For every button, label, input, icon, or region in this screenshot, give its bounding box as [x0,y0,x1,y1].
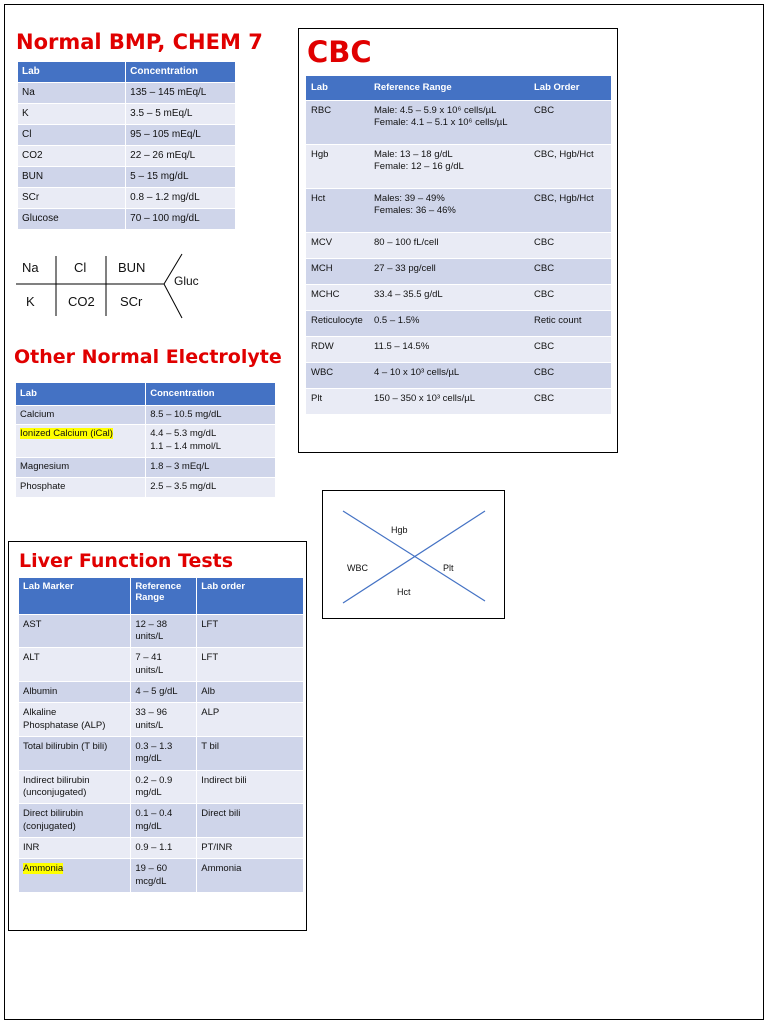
cell-text: 5 – 15 mg/dL [130,170,189,182]
table-cell [197,703,304,737]
cell-text: CBC, Hgb/Hct [534,192,594,204]
cross-hgb: Hgb [391,525,408,535]
cell-text: BUN [22,170,44,182]
table-row [19,614,304,648]
cell-text: ALT [23,652,40,664]
table-cell [131,703,197,737]
table-row [18,124,236,145]
cell-text: 135 – 145 mEq/L [130,86,207,98]
table-row [306,362,611,388]
table-row [19,837,304,858]
cbc-cross-diagram [322,490,505,619]
table-row [16,405,276,425]
table-cell [529,362,611,388]
table-row [19,770,304,804]
table-cell [529,258,611,284]
cell-text: Cl [22,128,32,140]
cell-text: MCH [311,262,333,274]
table-cell [126,187,236,208]
table-cell [197,648,304,682]
cell-text: 4.4 – 5.3 mg/dL 1.1 – 1.4 mmol/L [150,428,221,453]
table-cell [369,284,529,310]
table-cell [197,681,304,702]
cell-text: CBC [534,104,555,116]
table-cell [306,336,369,362]
table-cell [126,124,236,145]
cell-text: Male: 13 – 18 g/dL Female: 12 – 16 g/dL [374,148,464,172]
table-cell [306,188,369,232]
lft-panel [8,541,307,931]
table-cell [16,477,146,496]
fishbone-na: Na [22,260,39,275]
table-row [18,82,236,103]
table-cell [197,736,304,770]
table-row [18,145,236,166]
cell-text: MCV [311,236,333,248]
cbc-table [306,76,611,414]
cell-text: 27 – 33 pg/cell [374,262,436,274]
table-cell [529,100,611,144]
table-cell [131,614,197,648]
table-row [18,166,236,187]
cell-text: Retic count [534,314,582,326]
cell-text: CBC [534,236,555,248]
table-cell [369,258,529,284]
cbc-rows [306,100,611,414]
cell-text: 0.9 – 1.1 [135,841,173,853]
cell-text: Indirect bili [201,774,247,786]
table-cell [16,425,146,458]
table-row [16,477,276,496]
table-cell [369,388,529,414]
table-row [19,681,304,702]
table-row [306,284,611,310]
table-cell [146,425,276,458]
table-cell [131,837,197,858]
table-cell [18,124,126,145]
cell-text: T bil [201,740,220,752]
table-row [19,859,304,892]
cell-text: CBC [534,392,555,404]
table-cell [529,310,611,336]
fishbone-gluc: Gluc [174,274,199,288]
table-cell [529,232,611,258]
cell-text: RDW [311,340,334,352]
cross-plt: Plt [443,563,454,573]
cell-text: Hgb [311,148,329,160]
cell-text: Total bilirubin (T bili) [23,740,108,752]
table-cell [19,770,131,804]
cell-text: Glucose [22,212,59,224]
table-row [306,388,611,414]
table-cell [146,457,276,477]
bmp-fishbone-diagram [16,250,226,322]
table-cell [306,100,369,144]
cell-text: INR [23,841,40,853]
cbc-panel [298,28,618,453]
fishbone-cl: Cl [74,260,87,275]
table-cell [19,703,131,737]
fishbone-bun: BUN [118,260,146,275]
table-cell [126,145,236,166]
table-cell [18,208,126,229]
cell-text: WBC [311,366,334,378]
table-cell [369,310,529,336]
cell-text: 12 – 38 units/L [135,618,168,642]
cell-text: Indirect bilirubin (unconjugated) [23,774,90,798]
table-row [18,208,236,229]
table-cell [131,681,197,702]
table-cell [126,82,236,103]
cbc-cross-lines [323,491,504,618]
lft-header-lab-order: Lab order [197,578,304,614]
table-cell [529,144,611,188]
cbc-header-lab: Lab [306,76,369,100]
cell-text: CBC [534,262,555,274]
cell-text: CBC [534,340,555,352]
table-cell [306,232,369,258]
cell-text: Alb [201,685,215,697]
cell-text: 0.3 – 1.3 mg/dL [135,740,173,765]
lft-header-reference-range: Reference Range [131,578,197,614]
table-cell [529,284,611,310]
table-cell [306,388,369,414]
cell-text: 0.5 – 1.5% [374,314,420,326]
other-rows [16,405,276,497]
cell-text: Direct bili [201,808,241,820]
table-cell [306,310,369,336]
lft-table [19,578,304,892]
table-row [306,188,611,232]
table-cell [19,859,131,892]
cell-text: LFT [201,652,219,664]
other-electrolytes-table [16,383,276,497]
table-cell [369,144,529,188]
table-cell [369,188,529,232]
cbc-title: CBC [307,35,372,69]
cell-text: 1.8 – 3 mEq/L [150,460,210,472]
table-row [18,187,236,208]
cross-hct: Hct [397,587,411,597]
table-cell [369,336,529,362]
cbc-header-lab-order: Lab Order [529,76,611,100]
table-cell [369,232,529,258]
cell-text: CBC [534,366,555,378]
other-header-concentration: Concentration [146,383,276,405]
cell-text: CBC, Hgb/Hct [534,148,594,160]
cell-text: 22 – 26 mEq/L [130,149,196,161]
table-cell [131,770,197,804]
table-cell [306,144,369,188]
cell-text: Ionized Calcium (iCal) [20,428,113,440]
cell-text: Hct [311,192,326,204]
table-cell [529,336,611,362]
table-row [306,336,611,362]
cell-text: Male: 4.5 – 5.9 x 10⁶ cells/µL Female: 4.1 – 5.1 x 10⁶ cells/µL [374,104,508,128]
table-row [18,103,236,124]
cell-text: 8.5 – 10.5 mg/dL [150,408,222,420]
table-cell [529,188,611,232]
cell-text: 4 – 5 g/dL [135,685,178,697]
cell-text: 70 – 100 mg/dL [130,212,200,224]
lft-header-lab-marker: Lab Marker [19,578,131,614]
lft-rows [19,614,304,892]
table-row [306,144,611,188]
cell-text: Ammonia [23,863,64,875]
cell-text: LFT [201,618,219,630]
table-cell [18,187,126,208]
cell-text: 19 – 60 mcg/dL [135,863,168,887]
table-row [16,425,276,458]
table-cell [19,837,131,858]
cell-text: SCr [22,191,40,203]
table-cell [126,103,236,124]
cell-text: CO2 [22,149,43,161]
table-row [19,648,304,682]
table-cell [131,648,197,682]
table-cell [18,145,126,166]
table-cell [197,804,304,838]
table-cell [306,258,369,284]
cell-text: Reticulocyte [311,314,363,326]
table-cell [197,770,304,804]
table-cell [197,837,304,858]
cell-text: Magnesium [20,460,70,472]
cell-text: Albumin [23,685,58,697]
cell-text: Na [22,86,35,98]
table-cell [16,405,146,425]
table-cell [16,457,146,477]
cell-text: Calcium [20,408,55,420]
cell-text: 33.4 – 35.5 g/dL [374,288,443,300]
table-row [19,703,304,737]
table-cell [126,166,236,187]
table-cell [369,100,529,144]
bmp-rows [18,82,236,229]
table-cell [18,103,126,124]
table-row [19,736,304,770]
table-row [306,100,611,144]
table-cell [306,284,369,310]
table-cell [19,681,131,702]
cell-text: Alkaline Phosphatase (ALP) [23,707,106,731]
table-cell [131,804,197,838]
cell-text: 80 – 100 fL/cell [374,236,439,248]
cross-wbc: WBC [347,563,368,573]
cell-text: Phosphate [20,480,66,492]
cell-text: 11.5 – 14.5% [374,340,430,352]
table-row [16,457,276,477]
cell-text: K [22,107,29,119]
cell-text: Direct bilirubin (conjugated) [23,808,84,832]
cell-text: Plt [311,392,323,404]
cell-text: Males: 39 – 49% Females: 36 – 46% [374,192,456,216]
bmp-header-lab: Lab [18,62,126,82]
cell-text: 3.5 – 5 mEq/L [130,107,193,119]
cell-text: 2.5 – 3.5 mg/dL [150,480,217,492]
cell-text: 4 – 10 x 10³ cells/µL [374,366,460,378]
cell-text: RBC [311,104,332,116]
cell-text: CBC [534,288,555,300]
table-row [19,804,304,838]
cell-text: 0.1 – 0.4 mg/dL [135,808,173,832]
table-row [306,258,611,284]
bmp-title: Normal BMP, CHEM 7 [16,30,263,54]
table-cell [131,736,197,770]
table-cell [197,859,304,892]
other-electrolytes-title: Other Normal Electrolyte [14,346,282,368]
table-cell [126,208,236,229]
cell-text: ALP [201,707,220,719]
table-cell [19,736,131,770]
table-row [306,310,611,336]
table-row [306,232,611,258]
lft-title: Liver Function Tests [19,550,234,572]
table-cell [197,614,304,648]
table-cell [146,405,276,425]
bmp-header-concentration: Concentration [126,62,236,82]
table-cell [306,362,369,388]
cell-text: 0.8 – 1.2 mg/dL [130,191,200,203]
cell-text: Ammonia [201,863,242,875]
cell-text: 95 – 105 mEq/L [130,128,201,140]
table-cell [146,477,276,496]
cell-text: 33 – 96 units/L [135,707,168,731]
table-cell [18,82,126,103]
other-header-lab: Lab [16,383,146,405]
table-cell [19,648,131,682]
cell-text: 7 – 41 units/L [135,652,164,676]
table-cell [19,804,131,838]
table-cell [131,859,197,892]
cell-text: 0.2 – 0.9 mg/dL [135,774,173,798]
cell-text: MCHC [311,288,340,300]
table-cell [529,388,611,414]
bmp-table [18,62,236,229]
table-cell [18,166,126,187]
cell-text: 150 – 350 x 10³ cells/µL [374,392,476,404]
table-cell [19,614,131,648]
cell-text: AST [23,618,42,630]
fishbone-co2: CO2 [68,294,95,309]
cell-text: PT/INR [201,841,233,853]
table-cell [369,362,529,388]
fishbone-scr: SCr [120,294,143,309]
fishbone-k: K [26,294,35,309]
cbc-header-reference-range: Reference Range [369,76,529,100]
